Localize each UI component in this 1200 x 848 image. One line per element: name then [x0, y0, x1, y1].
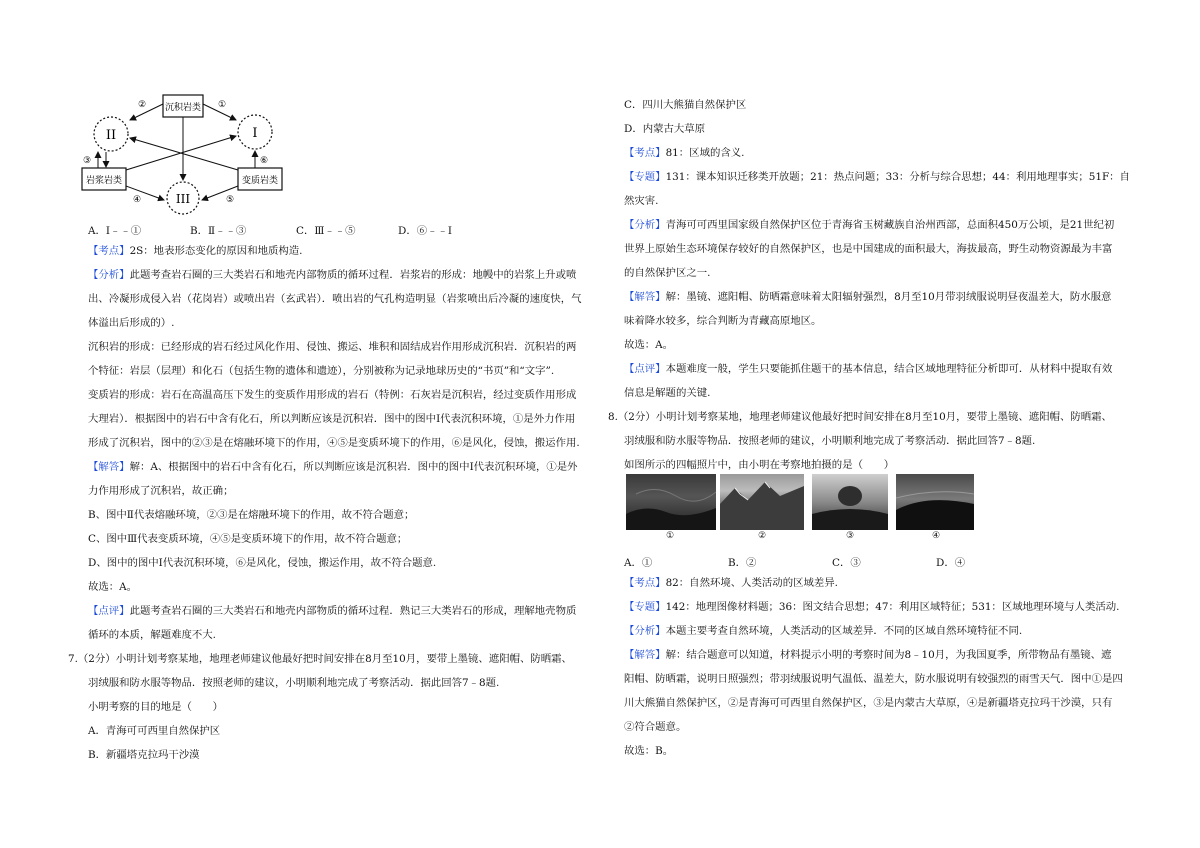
kaodian-text: 2S：地表形态变化的原因和地质构造.	[129, 245, 303, 257]
kaodian-line-r	[624, 146, 744, 160]
circle-i-label: I	[252, 126, 258, 141]
q7-option-d: D．内蒙古大草原	[624, 123, 706, 135]
jieda-line-3: B、图中Ⅱ代表熔融环境，②③是在熔融环境下的作用，故不符合题意；	[88, 509, 415, 521]
arrow-label-1: ①	[218, 100, 227, 110]
photo-label-4: ④	[932, 531, 941, 541]
dianping-tag: 【点评】	[88, 605, 130, 617]
answer-line-r2: 故选：B。	[624, 745, 674, 757]
q7-option-c: C．四川大熊猫自然保护区	[624, 99, 747, 111]
fenxi-line-8: 形成了沉积岩，图中的②③是在熔融环境下的作用，④⑤是变质环境下的作用，⑥是风化，侵蚀，搬运作用.	[88, 437, 580, 449]
jieda-line-r2: 味着降水较多，综合判断为青藏高原地区。	[624, 315, 822, 327]
fenxi-line-6: 变质岩的形成：岩石在高温高压下发生的变质作用形成的岩石（特例：石灰岩是沉积岩，经过变质作用形成	[88, 389, 577, 401]
fenxi-tag-r: 【分析】	[624, 219, 666, 231]
photo-2	[720, 474, 804, 530]
jieda2-line-4: ②符合题意。	[624, 721, 687, 733]
photo-1	[626, 474, 716, 530]
q8-line-2: 羽绒服和防水服等物品．按照老师的建议，小明顺利地完成了考察活动．据此回答7﹣8题.	[624, 435, 1036, 447]
dianping-text-1: 此题考查岩石圈的三大类岩石和地壳内部物质的循环过程．熟记三大类岩石的形成，理解地壳物质	[129, 605, 577, 617]
arrow-label-4: ④	[133, 195, 142, 205]
fenxi2-tag: 【分析】	[624, 625, 666, 637]
dianping-tag-r: 【点评】	[624, 363, 666, 375]
fenxi-line-2: 出、冷凝形成侵入岩（花岗岩）或喷出岩（玄武岩）．喷出岩的气孔构造明显（岩浆喷出后冷凝的速度快，气	[88, 293, 582, 305]
zhuanti2-line	[624, 600, 1119, 614]
fenxi2-text: 本题主要考查自然环境，人类活动的区域差异．不同的区域自然环境特征不同.	[665, 625, 1023, 637]
metamorphic-label: 变质岩类	[241, 176, 279, 186]
q8-option-d: D．④	[936, 557, 966, 569]
dianping-line-r1	[624, 362, 1112, 376]
q6-option-b: B．Ⅱ﹣﹣③	[190, 225, 247, 237]
zhuanti-text-1: 131：课本知识迁移类开放题；21：热点问题；33：分析与综合思想；44：利用地理事实；51F：自	[665, 171, 1130, 183]
jieda-text-r1: 解：墨镜、遮阳帽、防晒霜意味着太阳辐射强烈，8月至10月带羽绒服说明昼夜温差大，防水服意	[665, 291, 1112, 303]
magmatic-label: 岩浆岩类	[85, 176, 123, 186]
answer-line: 故选：A。	[88, 581, 138, 593]
jieda2-line-2: 阳帽、防晒霜，说明日照强烈；带羽绒服说明气温低、温差大，防水服说明有较强烈的雨雪天气．图中①是四	[624, 673, 1123, 685]
dianping-text-r1: 本题难度一般，学生只要能抓住题干的基本信息，结合区域地理特征分析即可．从材料中提取有效	[665, 363, 1113, 375]
q6-option-c: C．Ⅲ﹣﹣⑤	[296, 225, 356, 237]
jieda-tag: 【解答】	[88, 461, 130, 473]
jieda-text-1: 解：A、根据图中的岩石中含有化石，所以判断应该是沉积岩．图中的图中Ⅰ代表沉积环境，①是外	[129, 461, 578, 473]
fenxi-text-r1: 青海可可西里国家级自然保护区位于青海省玉树藏族自治州西部，总面积450万公顷，是21世纪初	[665, 219, 1115, 231]
jieda2-line-1	[624, 648, 1111, 662]
kaodian2-text: 82：自然环境、人类活动的区域差异.	[665, 577, 838, 589]
kaodian2-tag: 【考点】	[624, 577, 666, 589]
arrow-label-3: ③	[83, 156, 92, 166]
photo-label-1: ①	[666, 531, 675, 541]
zhuanti-line-1	[624, 170, 1130, 184]
q7-option-b: B．新疆塔克拉玛干沙漠	[88, 749, 200, 761]
photo-label-3: ③	[846, 531, 855, 541]
jieda2-text-1: 解：结合题意可以知道，材料提示小明的考察时间为8﹣10月，为我国夏季，所带物品有墨镜、遮	[665, 649, 1112, 661]
jieda2-tag: 【解答】	[624, 649, 666, 661]
zhuanti-tag: 【专题】	[624, 171, 666, 183]
fenxi-text-1: 此题考查岩石圈的三大类岩石和地壳内部物质的循环过程．岩浆岩的形成：地幔中的岩浆上升或喷	[129, 269, 577, 281]
arrow-label-2: ②	[138, 100, 147, 110]
photo-label-2: ②	[758, 531, 767, 541]
photo-4	[896, 474, 974, 530]
jieda-tag-r: 【解答】	[624, 291, 666, 303]
kaodian-text-r: 81：区域的含义.	[665, 147, 745, 159]
kaodian2-line	[624, 576, 838, 590]
rock-cycle-diagram	[78, 90, 293, 215]
fenxi-line-5: 个特征：岩层（层理）和化石（包括生物的遗体和遗迹），分别被称为记录地球历史的“书页”和“文字”.	[88, 365, 555, 377]
q8-option-c: C．③	[832, 557, 861, 569]
jieda-line-1	[88, 460, 578, 474]
photo-3	[812, 474, 888, 530]
fenxi-line-3: 体溢出后形成的）.	[88, 317, 175, 329]
fenxi2-line	[624, 624, 1022, 638]
fenxi-line-7: 大理岩）．根据图中的岩石中含有化石，所以判断应该是沉积岩．图中的图中Ⅰ代表沉积环境，①是外力作用	[88, 413, 576, 425]
dianping-line-r2: 信息是解题的关键.	[624, 387, 711, 399]
kaodian-tag-r: 【考点】	[624, 147, 666, 159]
arrow-label-6: ⑥	[260, 156, 269, 166]
jieda-line-r1	[624, 290, 1111, 304]
q7-line-2: 羽绒服和防水服等物品．按照老师的建议，小明顺利地完成了考察活动．据此回答7﹣8题.	[88, 677, 500, 689]
jieda2-line-3: 川大熊猫自然保护区，②是青海可可西里自然保护区，③是内蒙古大草原，④是新疆塔克拉玛干沙漠，只有	[624, 697, 1113, 709]
fenxi-line-r3: 的自然保护区之一.	[624, 267, 711, 279]
jieda-line-4: C、图中Ⅲ代表变质环境，④⑤是变质环境下的作用，故不符合题意；	[88, 533, 408, 545]
answer-line-r1: 故选：A。	[624, 339, 674, 351]
circle-iii-label: III	[175, 192, 191, 206]
fenxi-line-4: 沉积岩的形成：已经形成的岩石经过风化作用、侵蚀、搬运、堆积和固结成岩作用形成沉积岩．沉积岩的两	[88, 341, 577, 353]
dianping-line-2: 循环的本质，解题难度不大.	[88, 629, 216, 641]
q8-option-b: B．②	[728, 557, 757, 569]
zhuanti2-text: 142：地理图像材料题；36：图文结合思想；47：利用区域特征；531：区域地理环境与人类活动.	[665, 601, 1120, 613]
fenxi-line-1	[88, 268, 576, 282]
q6-option-d: D．⑥﹣﹣I	[398, 225, 452, 237]
zhuanti2-tag: 【专题】	[624, 601, 666, 613]
q6-option-a: A．I﹣﹣①	[88, 225, 142, 237]
arrow-label-5: ⑤	[226, 195, 235, 205]
q8-line-1: 8.（2分）小明计划考察某地，地理老师建议他最好把时间安排在8月至10月，要带上墨镜、遮阳帽、防晒霜、	[608, 411, 1112, 423]
q7-option-a: A．青海可可西里自然保护区	[88, 725, 221, 737]
q8-option-a: A．①	[624, 557, 653, 569]
q7-line-3: 小明考察的目的地是（ ）	[88, 701, 224, 713]
kaodian-tag: 【考点】	[88, 245, 130, 257]
jieda-line-2: 力作用形成了沉积岩，故正确；	[88, 485, 234, 497]
sedimentary-label: 沉积岩类	[164, 103, 202, 113]
q8-line-3: 如图所示的四幅照片中，由小明在考察地拍摄的是（ ）	[624, 459, 895, 471]
zhuanti-line-2: 然灾害.	[624, 195, 659, 207]
jieda-line-5: D、图中的图中Ⅰ代表沉积环境，⑥是风化，侵蚀，搬运作用，故不符合题意.	[88, 557, 437, 569]
circle-ii-label: II	[105, 128, 117, 143]
fenxi-line-r2: 世界上原始生态环境保存较好的自然保护区，也是中国建成的面积最大，海拔最高，野生动物资源最为丰富	[624, 243, 1113, 255]
kaodian-line	[88, 244, 302, 258]
fenxi-tag: 【分析】	[88, 269, 130, 281]
q7-line-1: 7.（2分）小明计划考察某地，地理老师建议他最好把时间安排在8月至10月，要带上墨镜、遮阳帽、防晒霜、	[68, 653, 572, 665]
dianping-line-1	[88, 604, 576, 618]
fenxi-line-r1	[624, 218, 1114, 232]
